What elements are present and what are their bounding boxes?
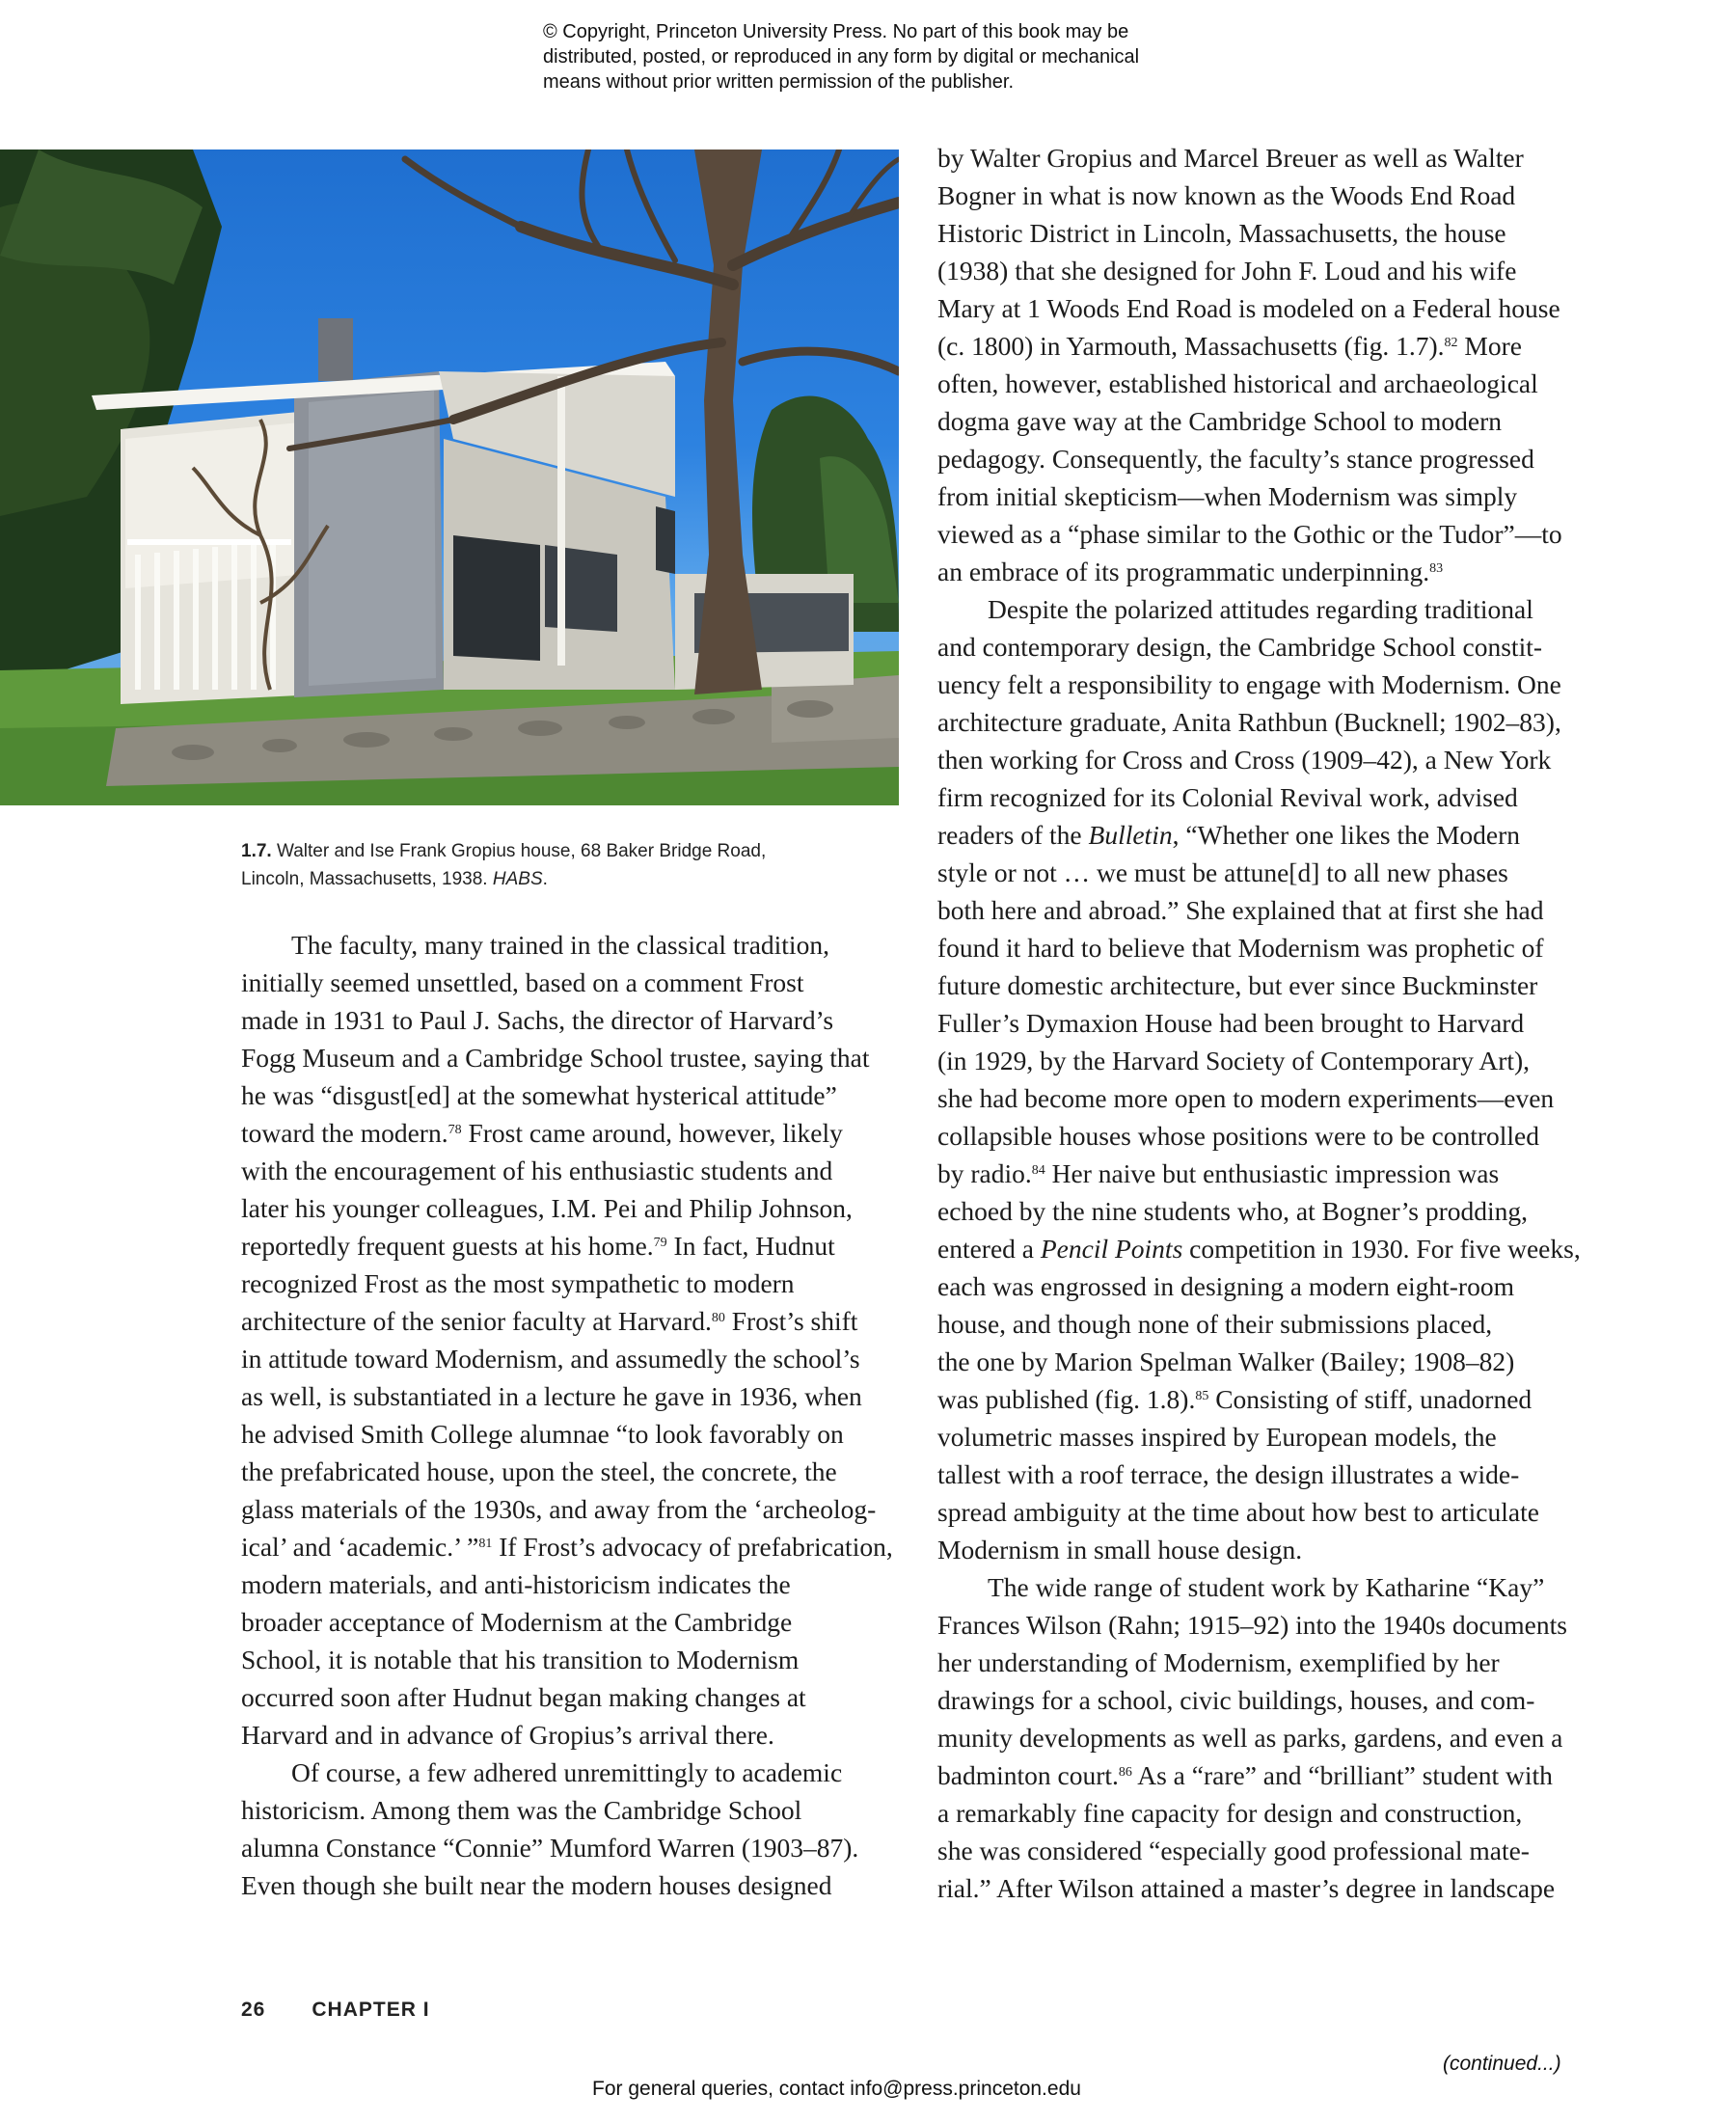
text-line: initially seemed unsettled, based on a comment Frost [241,967,804,997]
text-line: each was engrossed in designing a modern eight-room [937,1271,1514,1301]
text-line: Frances Wilson (Rahn; 1915–92) into the 1940s documents [937,1610,1567,1640]
copyright-line: distributed, posted, or reproduced in any form by digital or mechanical [543,46,1140,68]
caption-line [241,837,878,865]
text-line: architecture of the senior faculty at Harvard.$^{80}$ Frost’s shift [241,1306,858,1336]
text-line: Of course, a few adhered unremittingly to academic [291,1757,843,1787]
text-line: modern materials, and anti-historicism indicates the [241,1569,791,1599]
gropius-house-photo [0,150,899,805]
text-line: by Walter Gropius and Marcel Breuer as well as Walter [937,143,1524,173]
note-ref: 84 [1031,1163,1045,1178]
right-column [937,139,1603,1907]
text-line: Bogner in what is now known as the Woods End Road [937,180,1516,210]
text-line: style or not … we must be attune[d] to all new phases [937,857,1508,887]
note-ref: 79 [653,1236,667,1250]
continued-note: (continued...) [1443,2053,1561,2075]
text-line: found it hard to believe that Modernism was prophetic of [937,933,1544,963]
text-line: then working for Cross and Cross (1909–42), a New York [937,745,1552,775]
text-line: (in 1929, by the Harvard Society of Contemporary Art), [937,1046,1531,1075]
text-line: Modernism in small house design. [937,1535,1303,1564]
copyright-line: means without prior written permission of the publisher. [543,71,1015,93]
note-ref: 83 [1429,561,1444,576]
text-line: viewed as a “phase similar to the Gothic or the Tudor”—to [937,519,1562,549]
text-line: Despite the polarized attitudes regarding traditional [988,594,1533,624]
text-line: spread ambiguity at the time about how best to articulate [937,1497,1539,1527]
text-line: uency felt a responsibility to engage with Modernism. One [937,669,1561,699]
text-line: pedagogy. Consequently, the faculty’s stance progressed [937,444,1534,474]
text-line: echoed by the nine students who, at Bogner’s prodding, [937,1196,1529,1226]
text-line: drawings for a school, civic buildings, houses, and com- [937,1685,1535,1715]
journal-title: Pencil Points [1040,1234,1183,1264]
journal-title: Bulletin [1088,820,1173,850]
text-line: (1938) that she designed for John F. Loud and his wife [937,256,1517,286]
text-line: School, it is notable that his transition to Modernism [241,1645,800,1674]
text-line: rial.” After Wilson attained a master’s degree in landscape [937,1873,1556,1903]
caption-line: Lincoln, Massachusetts, 1938. HABS. [241,869,548,889]
contact-footer: For general queries, contact info@press.princeton.edu [592,2078,1081,2100]
note-ref: 85 [1195,1389,1209,1403]
caption-text: Walter and Ise Frank Gropius house, 68 Baker Bridge Road, [276,841,767,861]
text-line: both here and abroad.” She explained that at first she had [937,895,1544,925]
note-ref: 86 [1118,1765,1132,1780]
note-ref: 81 [478,1537,493,1551]
text-line: Mary at 1 Woods End Road is modeled on a Federal house [937,293,1560,323]
text-line: occurred soon after Hudnut began making changes at [241,1682,806,1712]
text-line: collapsible houses whose positions were to be controlled [937,1121,1539,1151]
text-line: Historic District in Lincoln, Massachusetts, the house [937,218,1506,248]
text-line: architecture graduate, Anita Rathbun (Bucknell; 1902–83), [937,707,1561,737]
text-line: she had become more open to modern experiments—even [937,1083,1555,1113]
note-ref: 82 [1444,336,1458,350]
text-line: (c. 1800) in Yarmouth, Massachusetts (fig. 1.7).$^{82}$ More [937,331,1522,361]
text-line: an embrace of its programmatic underpinning.$^{83}$ [937,557,1444,586]
text-line: as well, is substantiated in a lecture he gave in 1936, when [241,1381,862,1411]
note-ref: 80 [711,1311,725,1325]
text-line: she was considered “especially good professional mate- [937,1836,1530,1865]
copyright-line: © Copyright, Princeton University Press. No part of this book may be [543,21,1129,42]
text-line: he was “disgust[ed] at the somewhat hysterical attitude” [241,1080,837,1110]
text-line: he advised Smith College alumnae “to look favorably on [241,1419,844,1449]
text-line: munity developments as well as parks, gardens, and even a [937,1723,1563,1753]
text-line: entered a Pencil Points competition in 1930. For five weeks, [937,1234,1581,1264]
text-line: from initial skepticism—when Modernism was simply [937,481,1518,511]
note-ref: 78 [448,1123,462,1137]
text-line: her understanding of Modernism, exemplified by her [937,1647,1500,1677]
chapter-label: CHAPTER I [312,1999,430,2021]
text-line: glass materials of the 1930s, and away from the ‘archeolog- [241,1494,877,1524]
text-line: tallest with a roof terrace, the design illustrates a wide- [937,1459,1520,1489]
text-line: later his younger colleagues, I.M. Pei and Philip Johnson, [241,1193,853,1223]
text-line: often, however, established historical and archaeological [937,368,1538,398]
caption-text: Lincoln, Massachusetts, 1938. [241,869,488,889]
text-line: dogma gave way at the Cambridge School to modern [937,406,1502,436]
text-line: badminton court.$^{86}$ As a “rare” and “brilliant” student with [937,1760,1553,1790]
text-line: made in 1931 to Paul J. Sachs, the director of Harvard’s [241,1005,834,1035]
text-line: recognized Frost as the most sympathetic to modern [241,1268,795,1298]
text-line: broader acceptance of Modernism at the Cambridge [241,1607,793,1637]
copyright-notice [543,19,1237,95]
text-line: volumetric masses inspired by European models, the [937,1422,1497,1452]
text-line: alumna Constance “Connie” Mumford Warren (1903–87). [241,1833,859,1863]
text-line: firm recognized for its Colonial Revival work, advised [937,782,1518,812]
photo-credit: HABS [492,869,543,889]
text-line: and contemporary design, the Cambridge School constit- [937,632,1543,662]
text-line: reportedly frequent guests at his home.$^{79}$ In fact, Hudnut [241,1231,835,1261]
text-line: Harvard and in advance of Gropius’s arrival there. [241,1720,774,1750]
text-line: Fogg Museum and a Cambridge School trustee, saying that [241,1043,870,1073]
text-line: toward the modern.$^{78}$ Frost came around, however, likely [241,1118,843,1148]
text-line: in attitude toward Modernism, and assumedly the school’s [241,1344,860,1374]
figure-caption [241,837,878,893]
page-folio [241,1999,430,2022]
text-line: Even though she built near the modern houses designed [241,1870,832,1900]
page-number: 26 [241,1999,266,2021]
text-line: The wide range of student work by Katharine “Kay” [988,1572,1545,1602]
text-line: The faculty, many trained in the classical tradition, [291,930,829,960]
text-line: future domestic architecture, but ever since Buckminster [937,970,1538,1000]
figure-number: 1.7. [241,841,272,861]
text-line: house, and though none of their submissions placed, [937,1309,1493,1339]
text-line: historicism. Among them was the Cambridge School [241,1795,802,1825]
text-line: a remarkably fine capacity for design and construction, [937,1798,1523,1828]
text-line: with the encouragement of his enthusiastic students and [241,1156,833,1185]
text-line: by radio.$^{84}$ Her naive but enthusiastic impression was [937,1158,1500,1188]
text-line: ical’ and ‘academic.’ ”$^{81}$ If Frost’s advocacy of prefabrication, [241,1532,893,1562]
text-line: was published (fig. 1.8).$^{85}$ Consisting of stiff, unadorned [937,1384,1533,1414]
text-line: Fuller’s Dymaxion House had been brought to Harvard [937,1008,1525,1038]
text-line: readers of the Bulletin, “Whether one likes the Modern [937,820,1521,850]
text-line: the one by Marion Spelman Walker (Bailey; 1908–82) [937,1347,1515,1376]
left-column [241,926,907,1904]
text-line: the prefabricated house, upon the steel, the concrete, the [241,1456,837,1486]
